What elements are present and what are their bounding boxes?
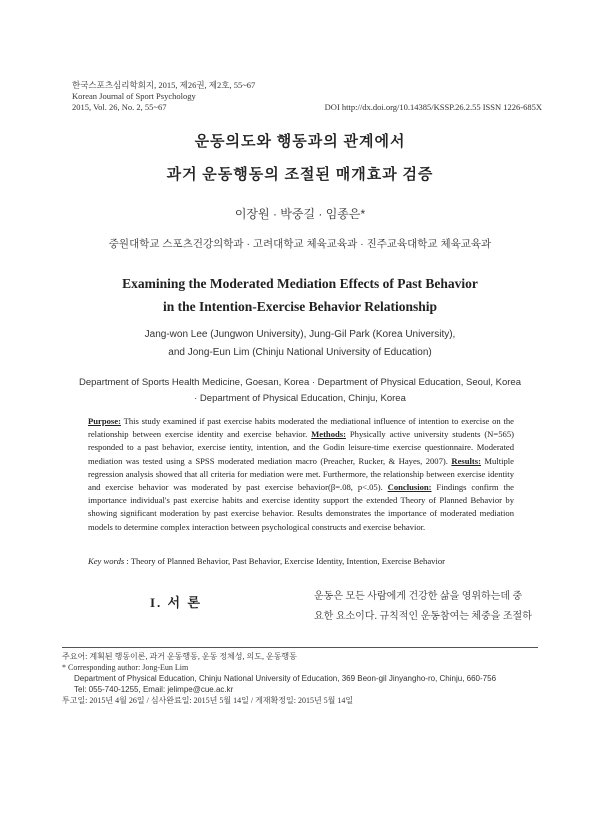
journal-volume: 2015, Vol. 26, No. 2, 55~67 bbox=[72, 102, 167, 112]
abstract-conclusion-text: Findings confirm the importance individual's past exercise habits and exercise identity support the extended Theory of Planned Behavior by showing significant moderation by past exercise behavior. Results demonstrates the importance of moderated mediation models to determine complex interaction between psychological constructs and exercise behavior. bbox=[88, 482, 514, 532]
journal-name-korean: 한국스포츠심리학회지, 2015, 제26권, 제2호, 55~67 bbox=[72, 80, 256, 90]
keywords bbox=[88, 556, 528, 566]
korean-title-line-2: 과거 운동행동의 조절된 매개효과 검증 bbox=[166, 167, 434, 183]
english-title-line-2: in the Intention-Exercise Behavior Relationship bbox=[162, 299, 437, 314]
introduction-line-1: 운동은 모든 사람에게 건강한 삶을 영위하는데 중 bbox=[314, 591, 523, 602]
abstract-methods-label: Methods: bbox=[311, 429, 346, 440]
abstract-purpose-text: This study examined if past exercise habits moderated the mediational influence of intention to exercise on the relationship between exercise identity and exercise behavior. bbox=[88, 416, 514, 440]
abstract-results-label: Results: bbox=[451, 455, 481, 466]
abstract bbox=[88, 415, 514, 534]
abstract-results-text: Multiple regression analysis showed that all criteria for mediation were met. Furthermore, the relationship between exercise identity and exercise behavior was moderated by past exercise behavior(β=.08, p<.05). bbox=[88, 455, 515, 493]
abstract-methods-text: Physically active university students (N=565) responded to a past behavior, exercise ientity, intention, and the Godin leisure-time exercise questionnaire. Moderated mediation was tested using a SPSS moderated mediation macro (Preacher, Rucker, & Hayes, 2007). bbox=[88, 429, 514, 466]
footnotes bbox=[62, 651, 538, 706]
english-title-line-1: Examining the Moderated Mediation Effects of Past Behavior bbox=[122, 276, 478, 291]
english-authors-line-1: Jang-won Lee (Jungwon University), Jung-Gil Park (Korea University), bbox=[144, 329, 456, 340]
journal-header bbox=[72, 80, 542, 113]
english-affiliations-line-1: Department of Sports Health Medicine, Goesan, Korea · Department of Physical Education, Seoul, Korea bbox=[79, 377, 521, 388]
abstract-purpose-label: Purpose: bbox=[88, 416, 121, 426]
keywords-text: : Theory of Planned Behavior, Past Behavior, Exercise Identity, Intention, Exercise Behavior bbox=[124, 556, 445, 566]
introduction-text bbox=[314, 587, 540, 627]
footnote-rule bbox=[62, 647, 538, 648]
footnote-corresponding-author: * Corresponding author: Jong-Eun Lim bbox=[62, 663, 189, 672]
doi-issn: DOI http://dx.doi.org/10.14385/KSSP.26.2.55 ISSN 1226-685X bbox=[324, 102, 542, 112]
korean-affiliations: 중원대학교 스포츠건강의학과 · 고려대학교 체육교육과 · 진주교육대학교 체육교육과 bbox=[108, 238, 492, 250]
english-authors-line-2: and Jong-Eun Lim (Chinju National University of Education) bbox=[168, 347, 432, 358]
journal-name-english: Korean Journal of Sport Psychology bbox=[72, 91, 196, 101]
footnote-keywords-korean: 주요어: 계획된 행동이론, 과거 운동행동, 운동 정체성, 의도, 운동행동 bbox=[62, 652, 297, 661]
footnote-dates: 투고일: 2015년 4월 26일 / 심사완료일: 2015년 5월 14일 / 게재확정일: 2015년 5월 14일 bbox=[62, 696, 354, 705]
footnote-address: Department of Physical Education, Chinju National University of Education, 369 Beon-gil Jinyangho-ro, Chinju, 660-756 bbox=[74, 674, 497, 683]
footnote-contact: Tel: 055-740-1255, Email: jelimpe@cue.ac.kr bbox=[74, 685, 234, 694]
english-affiliations-line-2: · Department of Physical Education, Chinju, Korea bbox=[194, 393, 406, 404]
abstract-conclusion-label: Conclusion: bbox=[387, 482, 432, 493]
keywords-label: Key words bbox=[88, 556, 125, 566]
section-heading-introduction: I. 서 론 bbox=[150, 595, 202, 610]
korean-title-line-1: 운동의도와 행동과의 관계에서 bbox=[194, 134, 406, 150]
introduction-line-2: 요한 요소이다. 규칙적인 운동참여는 체중을 조절하 bbox=[314, 611, 532, 622]
korean-authors: 이장원 · 박중길 · 임종은* bbox=[234, 207, 366, 221]
